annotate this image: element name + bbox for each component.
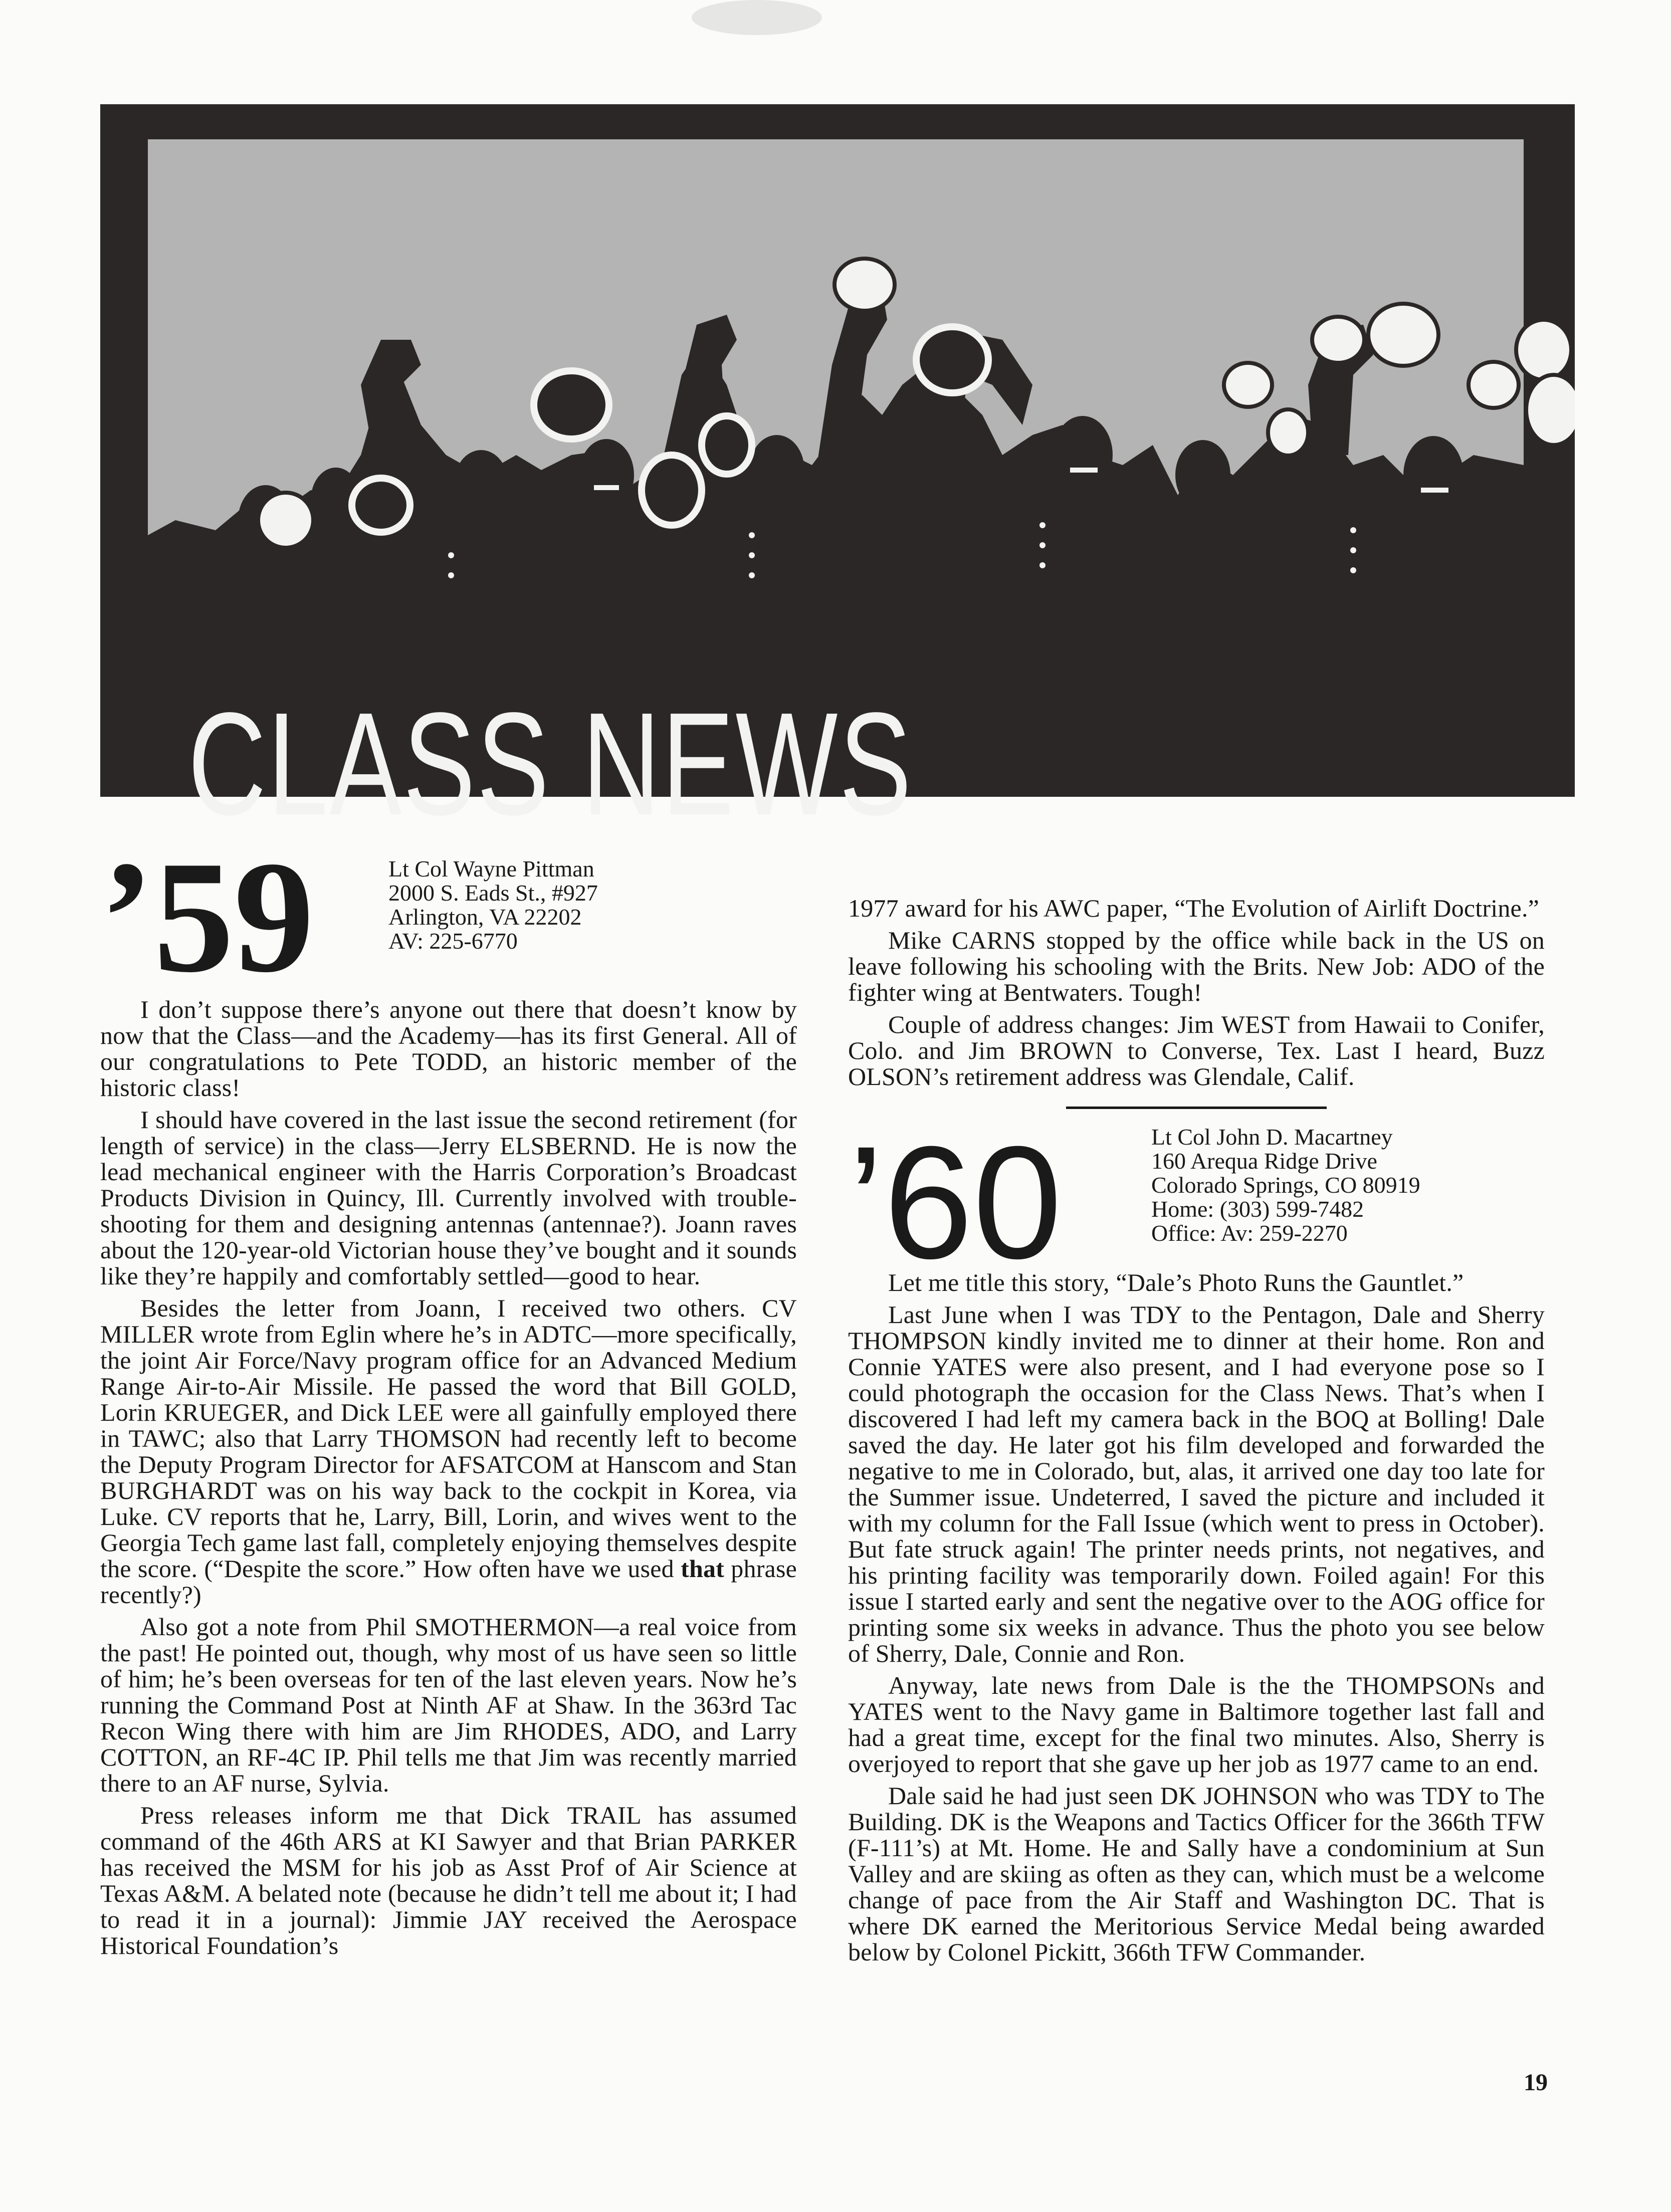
address-line: 2000 S. Eads St., #927 [388, 880, 598, 906]
address-line: Arlington, VA 22202 [388, 904, 582, 930]
bold-word: that [681, 1555, 725, 1583]
address-line: Office: Av: 259-2270 [1151, 1220, 1348, 1246]
address-line: Colorado Springs, CO 80919 [1151, 1172, 1420, 1198]
paragraph: Last June when I was TDY to the Pentagon, Dale and Sherry THOMPSON kindly invited me to dinner at their home. Ron and Connie YATES were also present, and I had everyone pose so I could photograph the occasion for the Class News. That’s when I discovered I had left my camera back in the BOQ at Bolling! Dale saved the day. He later got his film developed and forwarded the negative to me in Colorado, but, alas, it arrived one day too late for the Summer issue. Undeterred, I saved the picture and included it with my column for the Fall Issue (which went to press in October). But fate struck again! The printer needs prints, not negatives, and his printing facility was temporarily down. Foiled again! For this issue I started early and sent the negative over to the AOG office for printing some six weeks in advance. Thus the photo you see below of Sherry, Dale, Connie and Ron. [848, 1300, 1545, 1667]
class-60-body [848, 1269, 1545, 1965]
left-column [100, 828, 797, 1964]
address-line: Home: (303) 599-7482 [1151, 1196, 1364, 1222]
paragraph: I don’t suppose there’s anyone out there that doesn’t know by now that the Class—and the Academy—has its first General. All of our congratulations to Pete TODD, an historic member of the historic class! [100, 995, 797, 1101]
paragraph: Couple of address changes: Jim WEST from Hawaii to Conifer, Colo. and Jim BROWN to Converse, Tex. Last I heard, Buzz OLSON’s retirement address was Glendale, Calif. [848, 1010, 1545, 1090]
page-number: 19 [1524, 2069, 1548, 2096]
paragraph: Dale said he had just seen DK JOHNSON who was TDY to The Building. DK is the Weapons and Tactics Officer for the 366th TFW (F-111’s) at Mt. Home. He and Sally have a condominium at Sun Valley and are skiing as often as they can, which must be a welcome change of pace from the Air Staff and Washington DC. That is where DK earned the Meritorious Service Medal being awarded below by Colonel Pickitt, 366th TFW Commander. [848, 1782, 1545, 1966]
paragraph: Also got a note from Phil SMOTHERMON—a real voice from the past! He pointed out, though, why most of us have seen so little of him; he’s been overseas for ten of the last eleven years. Now he’s running the Command Post at Ninth AF at Shaw. In the 363rd Tac Recon Wing there with him are Jim RHODES, ADO, and Larry COTTON, an RF-4C IP. Phil tells me that Jim was recently married there to an AF nurse, Sylvia. [100, 1613, 797, 1797]
banner-title: CLASS NEWS [188, 682, 913, 845]
address-line: 160 Arequa Ridge Drive [1151, 1148, 1377, 1174]
address-line: AV: 225-6770 [388, 928, 518, 954]
class-59-scribe-address [388, 857, 598, 953]
section-divider [1066, 1107, 1327, 1109]
class-59-continued [848, 895, 1545, 1089]
scan-smudge [692, 0, 822, 35]
class-60-header [848, 1113, 1545, 1317]
class-year-60: ’60 [848, 1113, 1063, 1292]
right-column [848, 852, 1545, 1971]
paragraph-text: Besides the letter from Joann, I received two others. CV MILLER wrote from Eglin where he’s in ADTC—more specifically, the joint Air Force/Navy program office for an Advanced Medium Range Air-to-Air Missile. He passed the word that Bill GOLD, Lorin KRUEGER, and Dick LEE were all gainfully employed there in TAWC; also that Larry THOMSON had recently left to become the Deputy Program Director for AFSATCOM at Hanscom and Stan BURGHARDT was on his way back to the cockpit in Korea, via Luke. CV reports that he, Larry, Bill, Lorin, and wives went to the Georgia Tech game last fall, completely enjoying themselves despite the score. (“Despite the score.” How often have we used [100, 1294, 797, 1583]
class-news-banner [100, 104, 1575, 845]
paragraph: Anyway, late news from Dale is the the THOMPSONs and YATES went to the Navy game in Baltimore together last fall and had a great time, except for the final two minutes. Also, Sherry is overjoyed to report that she gave up her job as 1977 came to an end. [848, 1671, 1545, 1778]
paragraph: Press releases inform me that Dick TRAIL has assumed command of the 46th ARS at KI Sawyer and that Brian PARKER has received the MSM for his job as Asst Prof of Air Science at Texas A&M. A belated note (because he didn’t tell me about it; I had to read it in a journal): Jimmie JAY received the Aerospace Historical Foundation’s [100, 1801, 797, 1959]
address-line: Lt Col Wayne Pittman [388, 856, 594, 881]
class-59-header [100, 828, 797, 1006]
paragraph: Let me title this story, “Dale’s Photo Runs the Gauntlet.” [888, 1268, 1464, 1296]
class-60-scribe-address [1151, 1125, 1420, 1245]
paragraph: 1977 award for his AWC paper, “The Evolution of Airlift Doctrine.” [848, 894, 1540, 922]
class-59-body [100, 996, 797, 1958]
paragraph: I should have covered in the last issue the second retirement (for length of service) in the class—Jerry ELSBERND. He is now the lead mechanical engineer with the Harris Corporation’s Broadcast Products Division in Quincy, Ill. Currently involved with trouble-shooting for them and designing antennas (antennae?). Joann raves about the 120-year-old Victorian house they’ve bought and it sounds like they’re happily and comfortably settled—good to hear. [100, 1105, 797, 1290]
paragraph: Mike CARNS stopped by the office while back in the US on leave following his schooling with the Brits. New Job: ADO of the fighter wing at Bentwaters. Tough! [848, 926, 1545, 1006]
address-line: Lt Col John D. Macartney [1151, 1124, 1393, 1150]
paragraph-text: phrase recently?) [100, 1555, 797, 1609]
class-year-59: ’59 [100, 828, 314, 1006]
paragraph [100, 1295, 797, 1608]
